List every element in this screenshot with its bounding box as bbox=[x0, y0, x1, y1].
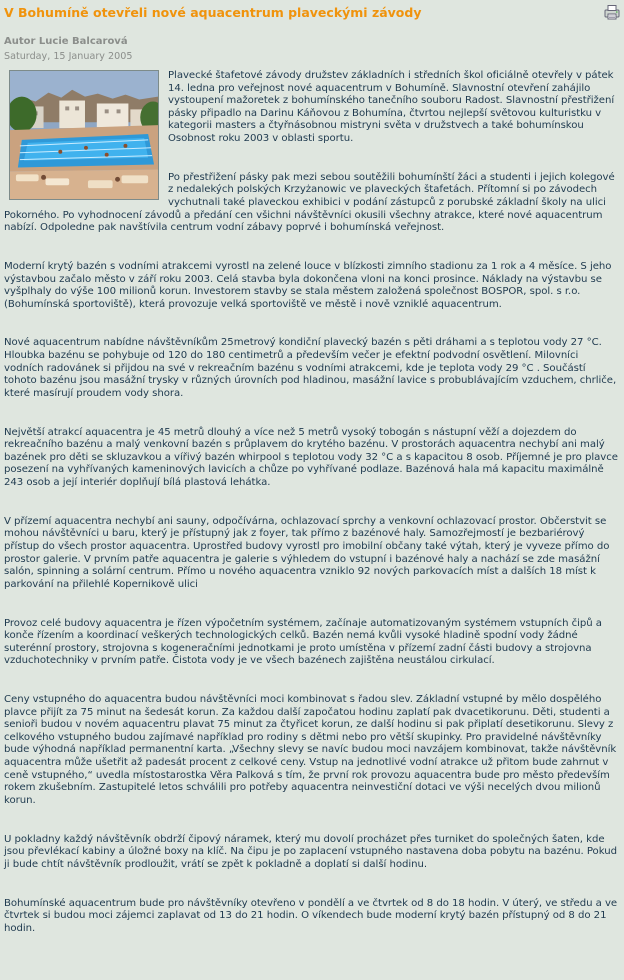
paragraph-8: Ceny vstupného do aquacentra budou návštěvníci moci kombinovat s řadou slev. Základní vstupné by mělo dospělého plavce přijít za 75 minut na šedesát korun. Za každou další započatou hodinu zaplatí pak dvacetikorunu. Děti, studenti a senioři budou v novém aquacentru plavat 75 minut za čtyřicet korun, ze další hodinu si pak připlatí desetikorunu. Slevy z celkového vstupného budou zajímavé například pro rodiny s dětmi nebo pro větší skupinky. Pro pravidelné návštěvníky bude výhodná například permanentní karta. „Všechny slevy se navíc budou moci navzájem kombinovat, takže návštěvník aquacentra může ušetřit až padesát procent z celkové ceny. Vstup na jednotlivé vodní atrakce už přitom bude zahrnut v ceně vstupného,“ uvedla místostarostka Věra Palková s tím, že první rok provozu aquacentra bude pro město především rokem zkušebním. Zastupitelé letos schválili pro potřeby aquacentra neinvestiční dotaci ve výši necelých dvou milionů korun. bbox=[4, 694, 617, 806]
pool-photo bbox=[9, 70, 159, 200]
paragraph-10: Bohumínské aquacentrum bude pro návštěvníky otevřeno v pondělí a ve čtvrtek od 8 do 18 hodin. V úterý, ve středu a ve čtvrtek si budou moci zájemci zaplavat od 13 do 21 hodin. O víkendech bude moderní krytý bazén přístupný od 8 do 21 hodin. bbox=[4, 897, 618, 934]
paragraph-6: V přízemí aquacentra nechybí ani sauny, odpočívárna, ochlazovací sprchy a venkovní ochlazovací prostor. Občerstvit se mohou návštěvníci u baru, který je přístupný jak z foyer, tak přímo z bazénové haly. Samozřejmostí je bezbariérový přístup do všech prostor aquacentra. Uprostřed budovy vyrostl pro imobilní občany také výtah, který je vyveze přímo do prostor galerie. V prvním patře aquacentra je galerie s výhledem do vstupní i bazénové haly a nachází se zde masážní salón, spinning a solární centrum. Přímo u nového aquacentra vzniklo 92 nových parkovacích míst a dalších 18 míst k parkování na přilehlé Kopernikově ulici bbox=[4, 515, 610, 590]
paragraph-1: Plavecké štafetové závody družstev základních i středních škol oficiálně otevřely v pátek 14. ledna pro veřejnost nové aquacentrum v Bohumíně. Slavnostní otevření zahájilo vystoupení mažoretek z bohumínského tanečního souboru Radost. Slavnostní přestřižení pásky připadlo na Darinu Káňovou z Bohumína, čtvrtou nejlepší světovou kulturistku v kategorii masters a čtyřnásobnou mistryni světa v družstvech a také bohumínskou Osobnost roku 2003 v oblasti sportu. bbox=[168, 70, 615, 144]
article-date: Saturday, 15 January 2005 bbox=[4, 51, 133, 62]
article-content bbox=[4, 70, 620, 935]
paragraph-4: Nové aquacentrum nabídne návštěvníkům 25metrový kondiční plavecký bazén s pěti dráhami a s teplotou vody 27 °C. Hloubka bazénu se pohybuje od 120 do 180 centimetrů a především večer je efektní podvodní osvětlení. Milovníci vodních radovánek si přijdou na své v rekreačním bazénu s vodními atrakcemi, kde je teplota vody 29 °C . Součástí tohoto bazénu jsou masážní trysky v různých úrovních pod hladinou, masážní lavice s probublávajícím vzduchem, chrliče, které masírují proudem vody shora. bbox=[4, 337, 617, 399]
paragraph-5: Největší atrakcí aquacentra je 45 metrů dlouhý a více než 5 metrů vysoký tobogán s nástupní věží a dojezdem do rekreačního bazénu a malý venkovní bazén s průplavem do krytého bazénu. V prostorách aquacentra nechybí ani malý bazének pro děti se skluzavkou a vířivý bazén whirpool s teplotou vody 32 °C a s kapacitou 8 osob. Příjemné je pro plavce posezení na vyhřívaných kameninových lavicích a chůze po vyhřívané podlaze. Bazénová hala má kapacitu maximálně 243 osob a její interiér doplňují bílá plastová lehátka. bbox=[4, 426, 618, 488]
print-icon[interactable] bbox=[604, 4, 620, 20]
article-title: V Bohumíně otevřeli nové aquacentrum plaveckými závody bbox=[4, 5, 422, 20]
paragraph-3: Moderní krytý bazén s vodními atrakcemi vyrostl na zelené louce v blízkosti zimního stadionu za 1 rok a 4 měsíce. S jeho výstavbou začalo město v září roku 2003. Celá stavba byla dokončena vloni na konci prosince. Náklady na výstavbu se vyšplhaly do výše 100 milionů korun. Investorem stavby se stala městem založená společnost BOSPOR, spol. s r.o. (Bohumínská sportoviště), která provozuje velká sportoviště ve městě i nově vzniklé aquacentrum. bbox=[4, 260, 612, 310]
paragraph-9: U pokladny každý návštěvník obdrží čipový náramek, který mu dovolí procházet přes turniket do společných šaten, kde jsou převlékací kabiny a úložné boxy na klíč. Na čipu je po zaplacení vstupného nastavena doba pobytu na bazénu. Pokud ji bude chtít návštěvník prodloužit, vrátí se zpět k pokladně a doplatí si další hodinu. bbox=[4, 833, 617, 870]
article-author: Autor Lucie Balcarová bbox=[4, 36, 128, 47]
paragraph-7: Provoz celé budovy aquacentra je řízen výpočetním systémem, začínaje automatizovaným systémem vstupních čipů a konče řízením a koordinací veškerých technologických celků. Bazén nemá kvůli vysoké hladině spodní vody žádné suterénní prostory, strojovna s kogeneračními jednotkami je proto umístěna v přízemí zadní části budovy a strojovna vzduchotechniky v prvním patře. Čistota vody je ve všech bazénech zajištěna neustálou cirkulací. bbox=[4, 617, 602, 667]
paragraph-2: Po přestřižení pásky pak mezi sebou soutěžili bohumínští žáci a studenti i jejich kolegové z nedalekých polských Krzyżanowic ve plaveckých štafetách. Přítomní si po závodech vychutnali také plaveckou exhibici v podání zástupců z porubské základní školy na ulici Pokorného. Po vyhodnocení závodů a předání cen všichni návštěvníci okusili všechny atrakce, které nové aquacentrum nabízí. Odpoledne pak navštívila centrum vodní zábavy poprvé i bohumínská veřejnost. bbox=[4, 171, 615, 234]
